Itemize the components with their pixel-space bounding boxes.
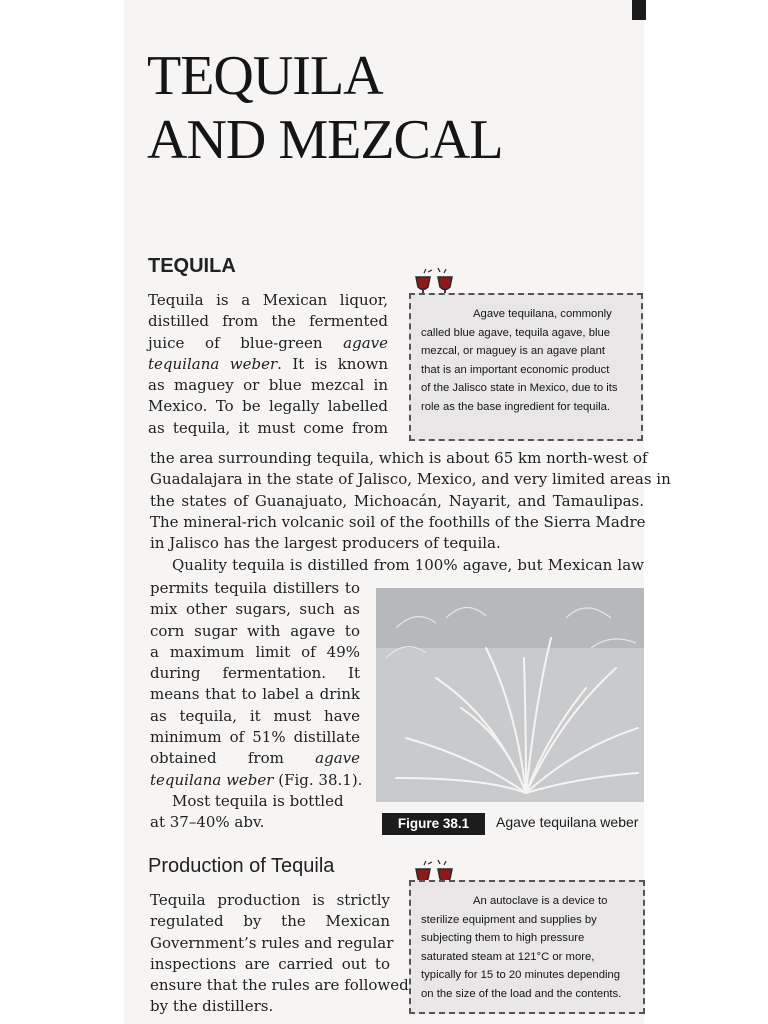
text-line: by the distillers.: [150, 997, 274, 1016]
italic-term: tequilana weber: [150, 770, 274, 789]
text-span: . It is known: [277, 354, 388, 373]
text-span: juice of blue-green: [148, 333, 344, 352]
text-line: during fermentation. It: [150, 664, 360, 683]
text-line: the area surrounding tequila, which is about 65 km north-west of: [150, 449, 648, 467]
text-line: regulated by the Mexican: [150, 912, 390, 931]
text-line: as tequila, it must come from: [148, 418, 388, 437]
note-line: sterilize equipment and supplies by: [421, 913, 597, 926]
agave-plant-illustration: [376, 588, 644, 802]
text-line: Guadalajara in the state of Jalisco, Mexico, and very limited areas in: [150, 470, 671, 489]
text-line: at 37–40% abv.: [150, 813, 265, 832]
text-line: a maximum limit of 49%: [150, 642, 360, 661]
chapter-title: [147, 44, 567, 172]
note-line: mezcal, or maguey is an agave plant: [421, 345, 605, 357]
paragraph-production: [150, 890, 409, 1018]
text-line: The mineral-rich volcanic soil of the foothills of the Sierra Madre: [150, 512, 646, 531]
italic-term: agave: [343, 333, 388, 352]
paragraph-2-narrow: [150, 578, 363, 834]
text-line: Quality tequila is distilled from 100% agave, but Mexican law: [172, 556, 644, 574]
page-corner-mark: [632, 0, 646, 20]
paragraph-1-wide: [150, 448, 671, 554]
text-line: the states of Guanajuato, Michoacán, Nayarit, and Tamaulipas.: [150, 491, 644, 510]
figure-label: Figure 38.1: [382, 813, 485, 835]
text-span: obtained from: [150, 749, 316, 768]
italic-term: tequilana weber: [148, 354, 278, 373]
text-line: Tequila production is strictly: [150, 891, 390, 909]
paragraph-2-first-line: [172, 555, 644, 576]
text-line: Most tequila is bottled: [172, 791, 344, 810]
section-heading-tequila: TEQUILA: [148, 255, 236, 277]
text-line: [150, 748, 360, 769]
text-line: as tequila, it must have: [150, 706, 360, 725]
note-line: called blue agave, tequila agave, blue: [421, 326, 611, 339]
text-line: in Jalisco has the largest producers of tequila.: [150, 534, 501, 553]
text-line: minimum of 51% distillate: [150, 728, 360, 747]
text-line: permits tequila distillers to: [150, 579, 360, 597]
text-line: Government’s rules and regular: [150, 933, 394, 952]
paragraph-1-narrow: [148, 290, 388, 439]
figure-caption-text: Agave tequilana weber: [496, 814, 639, 830]
note-line: typically for 15 to 20 minutes depending: [421, 969, 621, 981]
text-span: (Fig. 38.1).: [273, 770, 363, 789]
text-line: [148, 354, 388, 375]
note-line: saturated steam at 121°C or more,: [421, 950, 595, 963]
margin-note-agave: [409, 293, 643, 441]
note-line: that is an important economic product: [421, 363, 610, 376]
note-line: role as the base ingredient for tequila.: [421, 400, 611, 413]
text-line: as maguey or blue mezcal in: [148, 376, 388, 395]
margin-note-autoclave: [409, 880, 645, 1014]
text-line: Tequila is a Mexican liquor,: [148, 291, 388, 309]
note-line: on the size of the load and the contents.: [421, 987, 622, 1000]
text-line: means that to label a drink: [150, 685, 360, 704]
note-line: Agave tequilana, commonly: [473, 308, 612, 320]
text-line: Mexico. To be legally labelled: [148, 397, 388, 416]
note-line: of the Jalisco state in Mexico, due to its: [421, 382, 618, 394]
text-line: inspections are carried out to: [150, 954, 390, 973]
agave-photo: [376, 588, 644, 802]
text-line: [148, 333, 388, 354]
note-line: subjecting them to high pressure: [421, 932, 585, 944]
text-line: distilled from the fermented: [148, 312, 388, 331]
text-line: ensure that the rules are followed: [150, 976, 409, 995]
text-line: mix other sugars, such as: [150, 600, 360, 619]
text-line: corn sugar with agave to: [150, 621, 360, 640]
italic-term: agave: [315, 749, 360, 768]
section-heading-production: Production of Tequila: [148, 855, 335, 877]
note-line: An autoclave is a device to: [473, 895, 608, 907]
chapter-title-line1: TEQUILA: [147, 45, 383, 107]
chapter-title-line2: AND MEZCAL: [147, 109, 503, 171]
text-line: [150, 770, 363, 791]
